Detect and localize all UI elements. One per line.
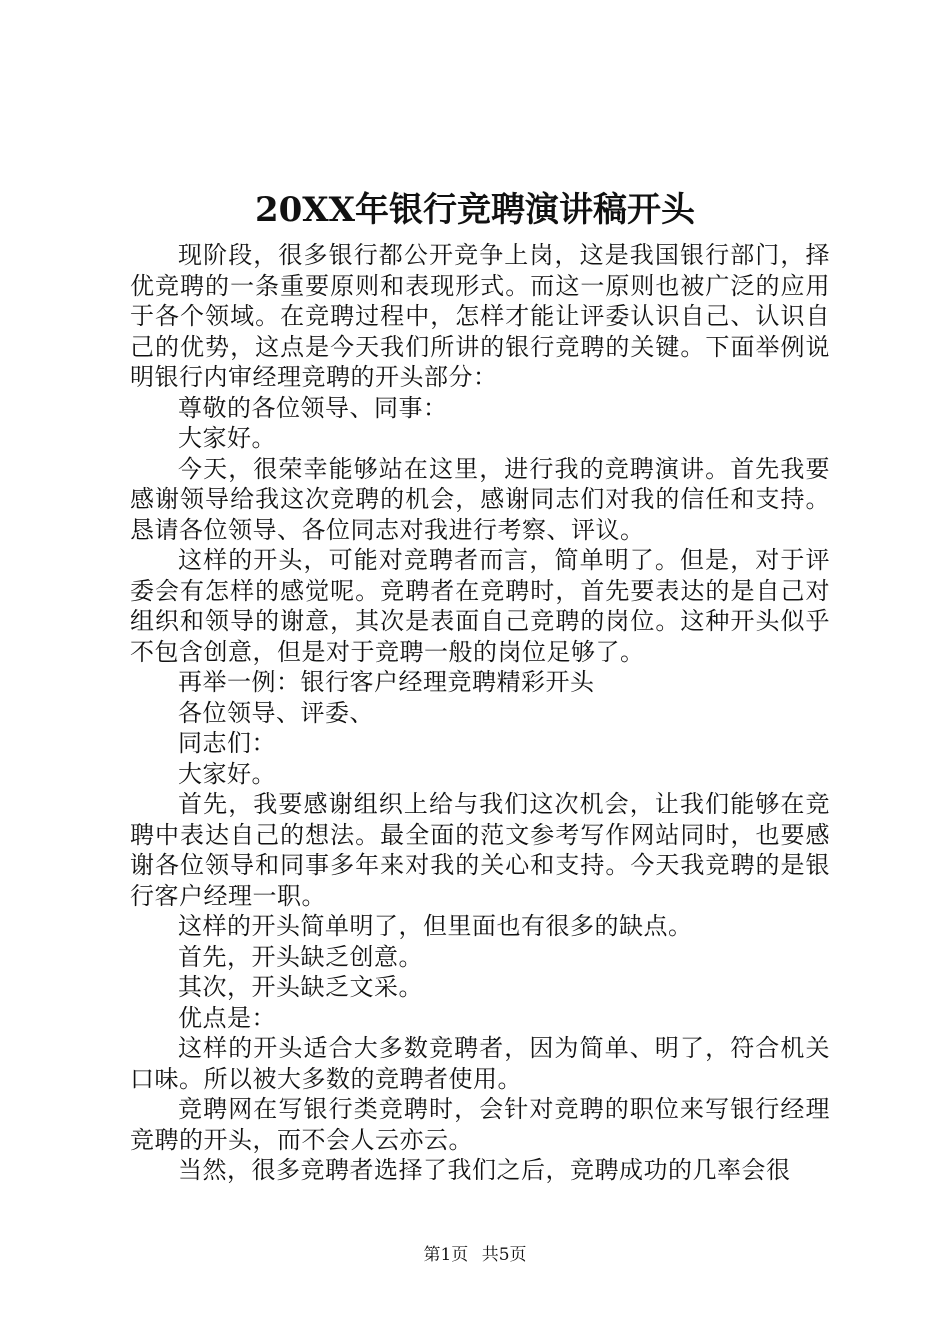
page-footer <box>0 1243 950 1267</box>
paragraph: 这样的开头简单明了，但里面也有很多的缺点。 <box>178 912 693 940</box>
page-title: 20XX年银行竞聘演讲稿开头 <box>254 190 696 230</box>
document-body <box>130 240 830 1186</box>
paragraph: 优点是： <box>178 1003 276 1032</box>
paragraph: 首先，开头缺乏创意。 <box>178 942 423 971</box>
paragraph: 各位领导、评委、 <box>178 698 374 727</box>
paragraph: 尊敬的各位领导、同事： <box>178 393 448 422</box>
paragraph: 大家好。 <box>178 424 276 452</box>
paragraph: 同志们： <box>178 729 276 757</box>
paragraph: 当然，很多竞聘者选择了我们之后，竞聘成功的几率会很 <box>178 1156 791 1184</box>
page-total: 共5页 <box>481 1245 527 1265</box>
paragraph: 这样的开头，可能对竞聘者而言，简单明了。但是，对于评委会有怎样的感觉呢。竞聘者在竞聘时，首先要表达的是自己对组织和领导的谢意，其次是表面自己竞聘的岗位。这种开头似乎不包含创意，但是对于竞聘一般的岗位足够了。 <box>130 546 830 666</box>
paragraph: 再举一例：银行客户经理竞聘精彩开头 <box>178 668 595 696</box>
paragraph: 首先，我要感谢组织上给与我们这次机会，让我们能够在竞聘中表达自己的想法。最全面的范文参考写作网站同时，也要感谢各位领导和同事多年来对我的关心和支持。今天我竞聘的是银行客户经理一职。 <box>130 790 830 910</box>
paragraph: 今天，很荣幸能够站在这里，进行我的竞聘演讲。首先我要感谢领导给我这次竞聘的机会，感谢同志们对我的信任和支持。恳请各位领导、各位同志对我进行考察、评议。 <box>130 454 830 544</box>
page-number: 第1页 <box>423 1245 469 1265</box>
paragraph: 其次，开头缺乏文采。 <box>178 973 423 1001</box>
paragraph: 竞聘网在写银行类竞聘时，会针对竞聘的职位来写银行经理竞聘的开头，而不会人云亦云。 <box>130 1095 830 1154</box>
paragraph: 这样的开头适合大多数竞聘者，因为简单、明了，符合机关口味。所以被大多数的竞聘者使用。 <box>130 1034 830 1093</box>
paragraph: 大家好。 <box>178 759 276 788</box>
paragraph: 现阶段，很多银行都公开竞争上岗，这是我国银行部门，择优竞聘的一条重要原则和表现形式。而这一原则也被广泛的应用于各个领域。在竞聘过程中，怎样才能让评委认识自己、认识自己的优势，这点是今天我们所讲的银行竞聘的关键。下面举例说明银行内审经理竞聘的开头部分： <box>130 241 830 391</box>
